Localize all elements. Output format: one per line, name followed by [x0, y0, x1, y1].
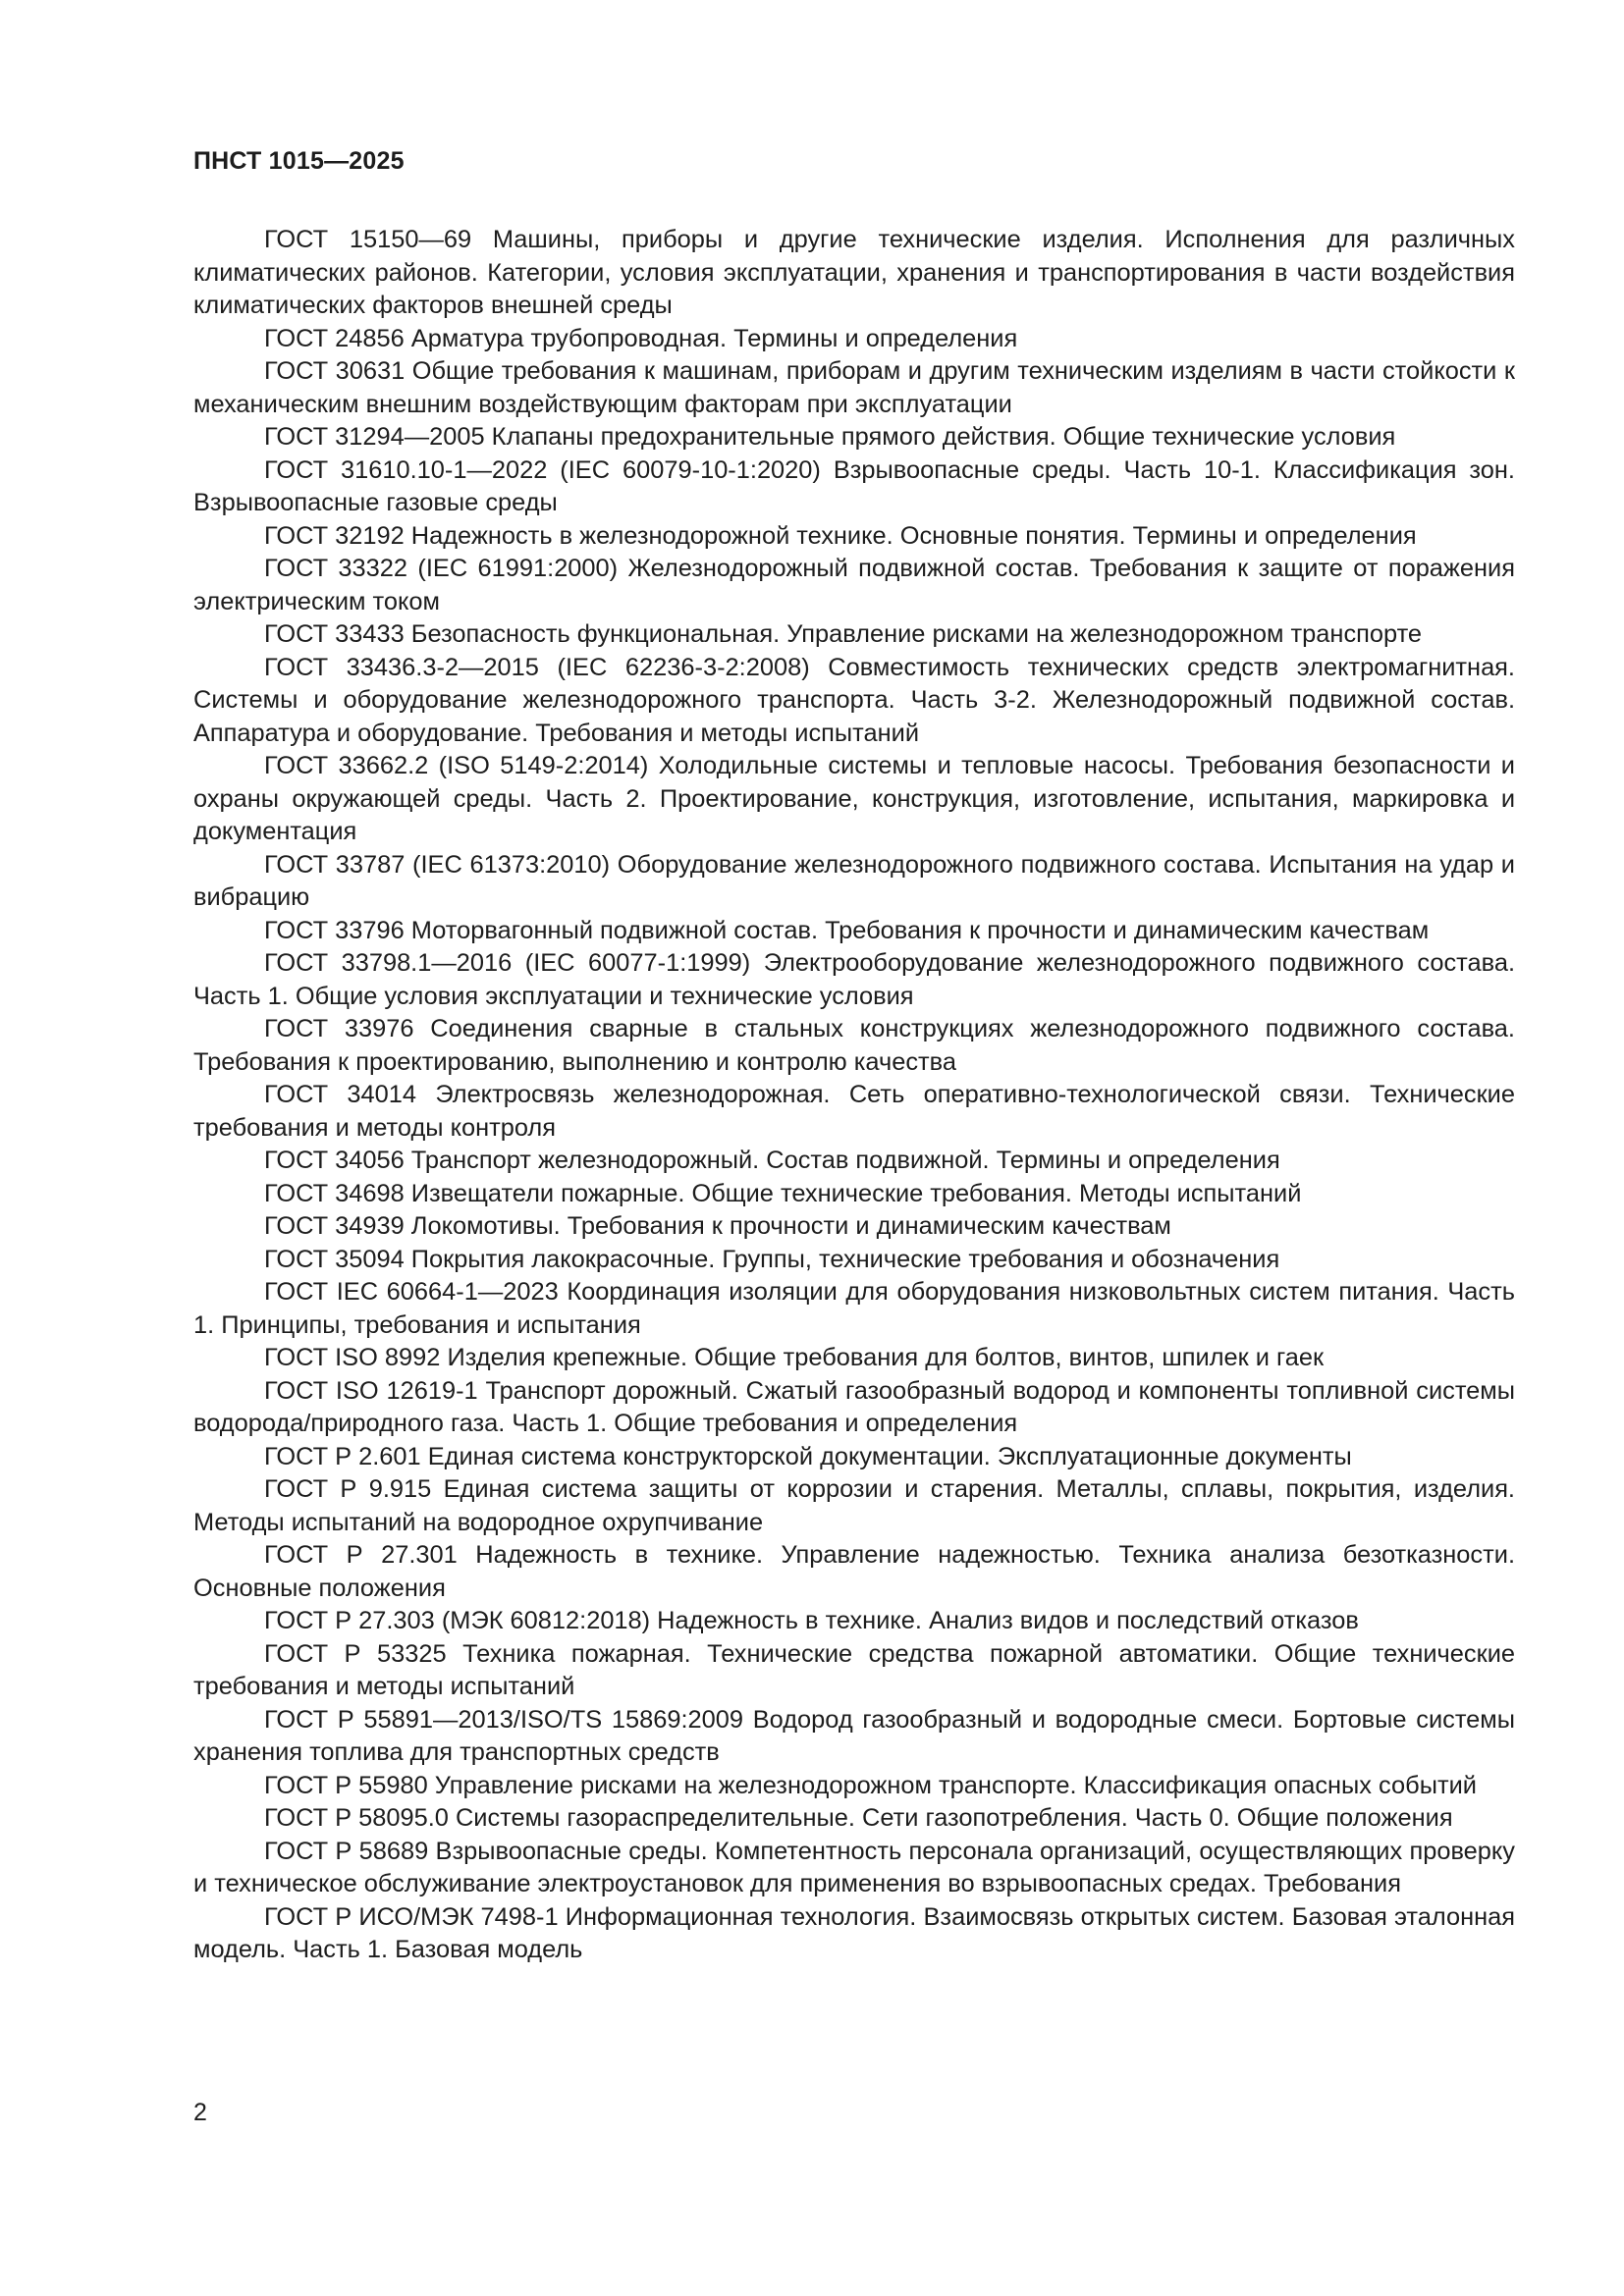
page-number: 2 — [193, 2099, 207, 2126]
reference-entry: ГОСТ Р 27.301 Надежность в технике. Управление надежностью. Техника анализа безотказности. Основные положения — [193, 1541, 1515, 1602]
reference-entry: ГОСТ 33798.1—2016 (IEC 60077-1:1999) Электрооборудование железнодорожного подвижного состава. Часть 1. Общие условия эксплуатации и технические условия — [193, 949, 1515, 1010]
reference-entry: ГОСТ 15150—69 Машины, приборы и другие технические изделия. Исполнения для различных климатических районов. Категории, условия эксплуатации, хранения и транспортирования в части воздействия климатических факторов внешней среды — [193, 226, 1515, 319]
reference-entry: ГОСТ Р ИСО/МЭК 7498-1 Информационная технология. Взаимосвязь открытых систем. Базовая эталонная модель. Часть 1. Базовая модель — [193, 1902, 1515, 1963]
reference-entry: ГОСТ 31610.10-1—2022 (IEC 60079-10-1:2020) Взрывоопасные среды. Часть 10-1. Классификация зон. Взрывоопасные газовые среды — [193, 455, 1515, 516]
document-code-header: ПНСТ 1015—2025 — [193, 147, 405, 175]
reference-entry: ГОСТ 33433 Безопасность функциональная. Управление рисками на железнодорожном транспорте — [264, 620, 1423, 648]
reference-entry: ГОСТ 34014 Электросвязь железнодорожная. Сеть оперативно-технологической связи. Технические требования и методы контроля — [193, 1081, 1515, 1142]
normative-references-list — [193, 224, 1515, 1967]
reference-entry: ГОСТ Р 9.915 Единая система защиты от коррозии и старения. Металлы, сплавы, покрытия, изделия. Методы испытаний на водородное охрупчивание — [193, 1475, 1515, 1536]
reference-entry: ГОСТ 35094 Покрытия лакокрасочные. Группы, технические требования и обозначения — [264, 1245, 1280, 1273]
reference-entry: ГОСТ 33787 (IEC 61373:2010) Оборудование железнодорожного подвижного состава. Испытания на удар и вибрацию — [193, 850, 1515, 911]
reference-entry: ГОСТ IEC 60664-1—2023 Координация изоляции для оборудования низковольтных систем питания. Часть 1. Принципы, требования и испытания — [193, 1278, 1515, 1339]
reference-entry: ГОСТ 34698 Извещатели пожарные. Общие технические требования. Методы испытаний — [264, 1179, 1302, 1207]
reference-entry: ГОСТ Р 58689 Взрывоопасные среды. Компетентность персонала организаций, осуществляющих проверку и техническое обслуживание электроустановок для применения во взрывоопасных средах. Требования — [193, 1837, 1515, 1897]
reference-entry: ГОСТ ISO 12619-1 Транспорт дорожный. Сжатый газообразный водород и компоненты топливной системы водорода/природного газа. Часть 1. Общие требования и определения — [193, 1376, 1515, 1437]
reference-entry: ГОСТ 33436.3-2—2015 (IEC 62236-3-2:2008) Совместимость технических средств электромагнитная. Системы и оборудование железнодорожного транспорта. Часть 3-2. Железнодорожный подвижной состав. Аппаратура и оборудование. Требования и методы испытаний — [193, 653, 1515, 747]
reference-entry: ГОСТ Р 55980 Управление рисками на железнодорожном транспорте. Классификация опасных событий — [264, 1771, 1477, 1799]
reference-entry: ГОСТ 32192 Надежность в железнодорожной технике. Основные понятия. Термины и определения — [264, 521, 1417, 550]
reference-entry: ГОСТ Р 2.601 Единая система конструкторской документации. Эксплуатационные документы — [264, 1442, 1352, 1470]
reference-entry: ГОСТ ISO 8992 Изделия крепежные. Общие требования для болтов, винтов, шпилек и гаек — [264, 1344, 1325, 1371]
reference-entry: ГОСТ 33322 (IEC 61991:2000) Железнодорожный подвижной состав. Требования к защите от поражения электрическим током — [193, 555, 1515, 615]
reference-entry: ГОСТ Р 58095.0 Системы газораспределительные. Сети газопотребления. Часть 0. Общие положения — [264, 1804, 1453, 1832]
reference-entry: ГОСТ Р 53325 Техника пожарная. Технические средства пожарной автоматики. Общие технические требования и методы испытаний — [193, 1639, 1515, 1700]
reference-entry: ГОСТ 33976 Соединения сварные в стальных конструкциях железнодорожного подвижного состава. Требования к проектированию, выполнению и контролю качества — [193, 1015, 1515, 1076]
reference-entry: ГОСТ 33662.2 (ISO 5149-2:2014) Холодильные системы и тепловые насосы. Требования безопасности и охраны окружающей среды. Часть 2. Проектирование, конструкция, изготовление, испытания, маркировка и документация — [193, 752, 1515, 845]
reference-entry: ГОСТ 33796 Моторвагонный подвижной состав. Требования к прочности и динамическим качествам — [264, 916, 1430, 944]
reference-entry: ГОСТ Р 27.303 (МЭК 60812:2018) Надежность в технике. Анализ видов и последствий отказов — [264, 1607, 1359, 1634]
reference-entry: ГОСТ Р 55891—2013/ISO/TS 15869:2009 Водород газообразный и водородные смеси. Бортовые системы хранения топлива для транспортных средств — [193, 1705, 1515, 1766]
reference-entry: ГОСТ 34056 Транспорт железнодорожный. Состав подвижной. Термины и определения — [264, 1147, 1280, 1174]
reference-entry: ГОСТ 30631 Общие требования к машинам, приборам и другим техническим изделиям в части стойкости к механическим внешним воздействующим факторам при эксплуатации — [193, 357, 1515, 418]
reference-entry: ГОСТ 34939 Локомотивы. Требования к прочности и динамическим качествам — [264, 1212, 1171, 1240]
reference-entry: ГОСТ 31294—2005 Клапаны предохранительные прямого действия. Общие технические условия — [264, 423, 1396, 451]
reference-entry: ГОСТ 24856 Арматура трубопроводная. Термины и определения — [264, 324, 1018, 352]
